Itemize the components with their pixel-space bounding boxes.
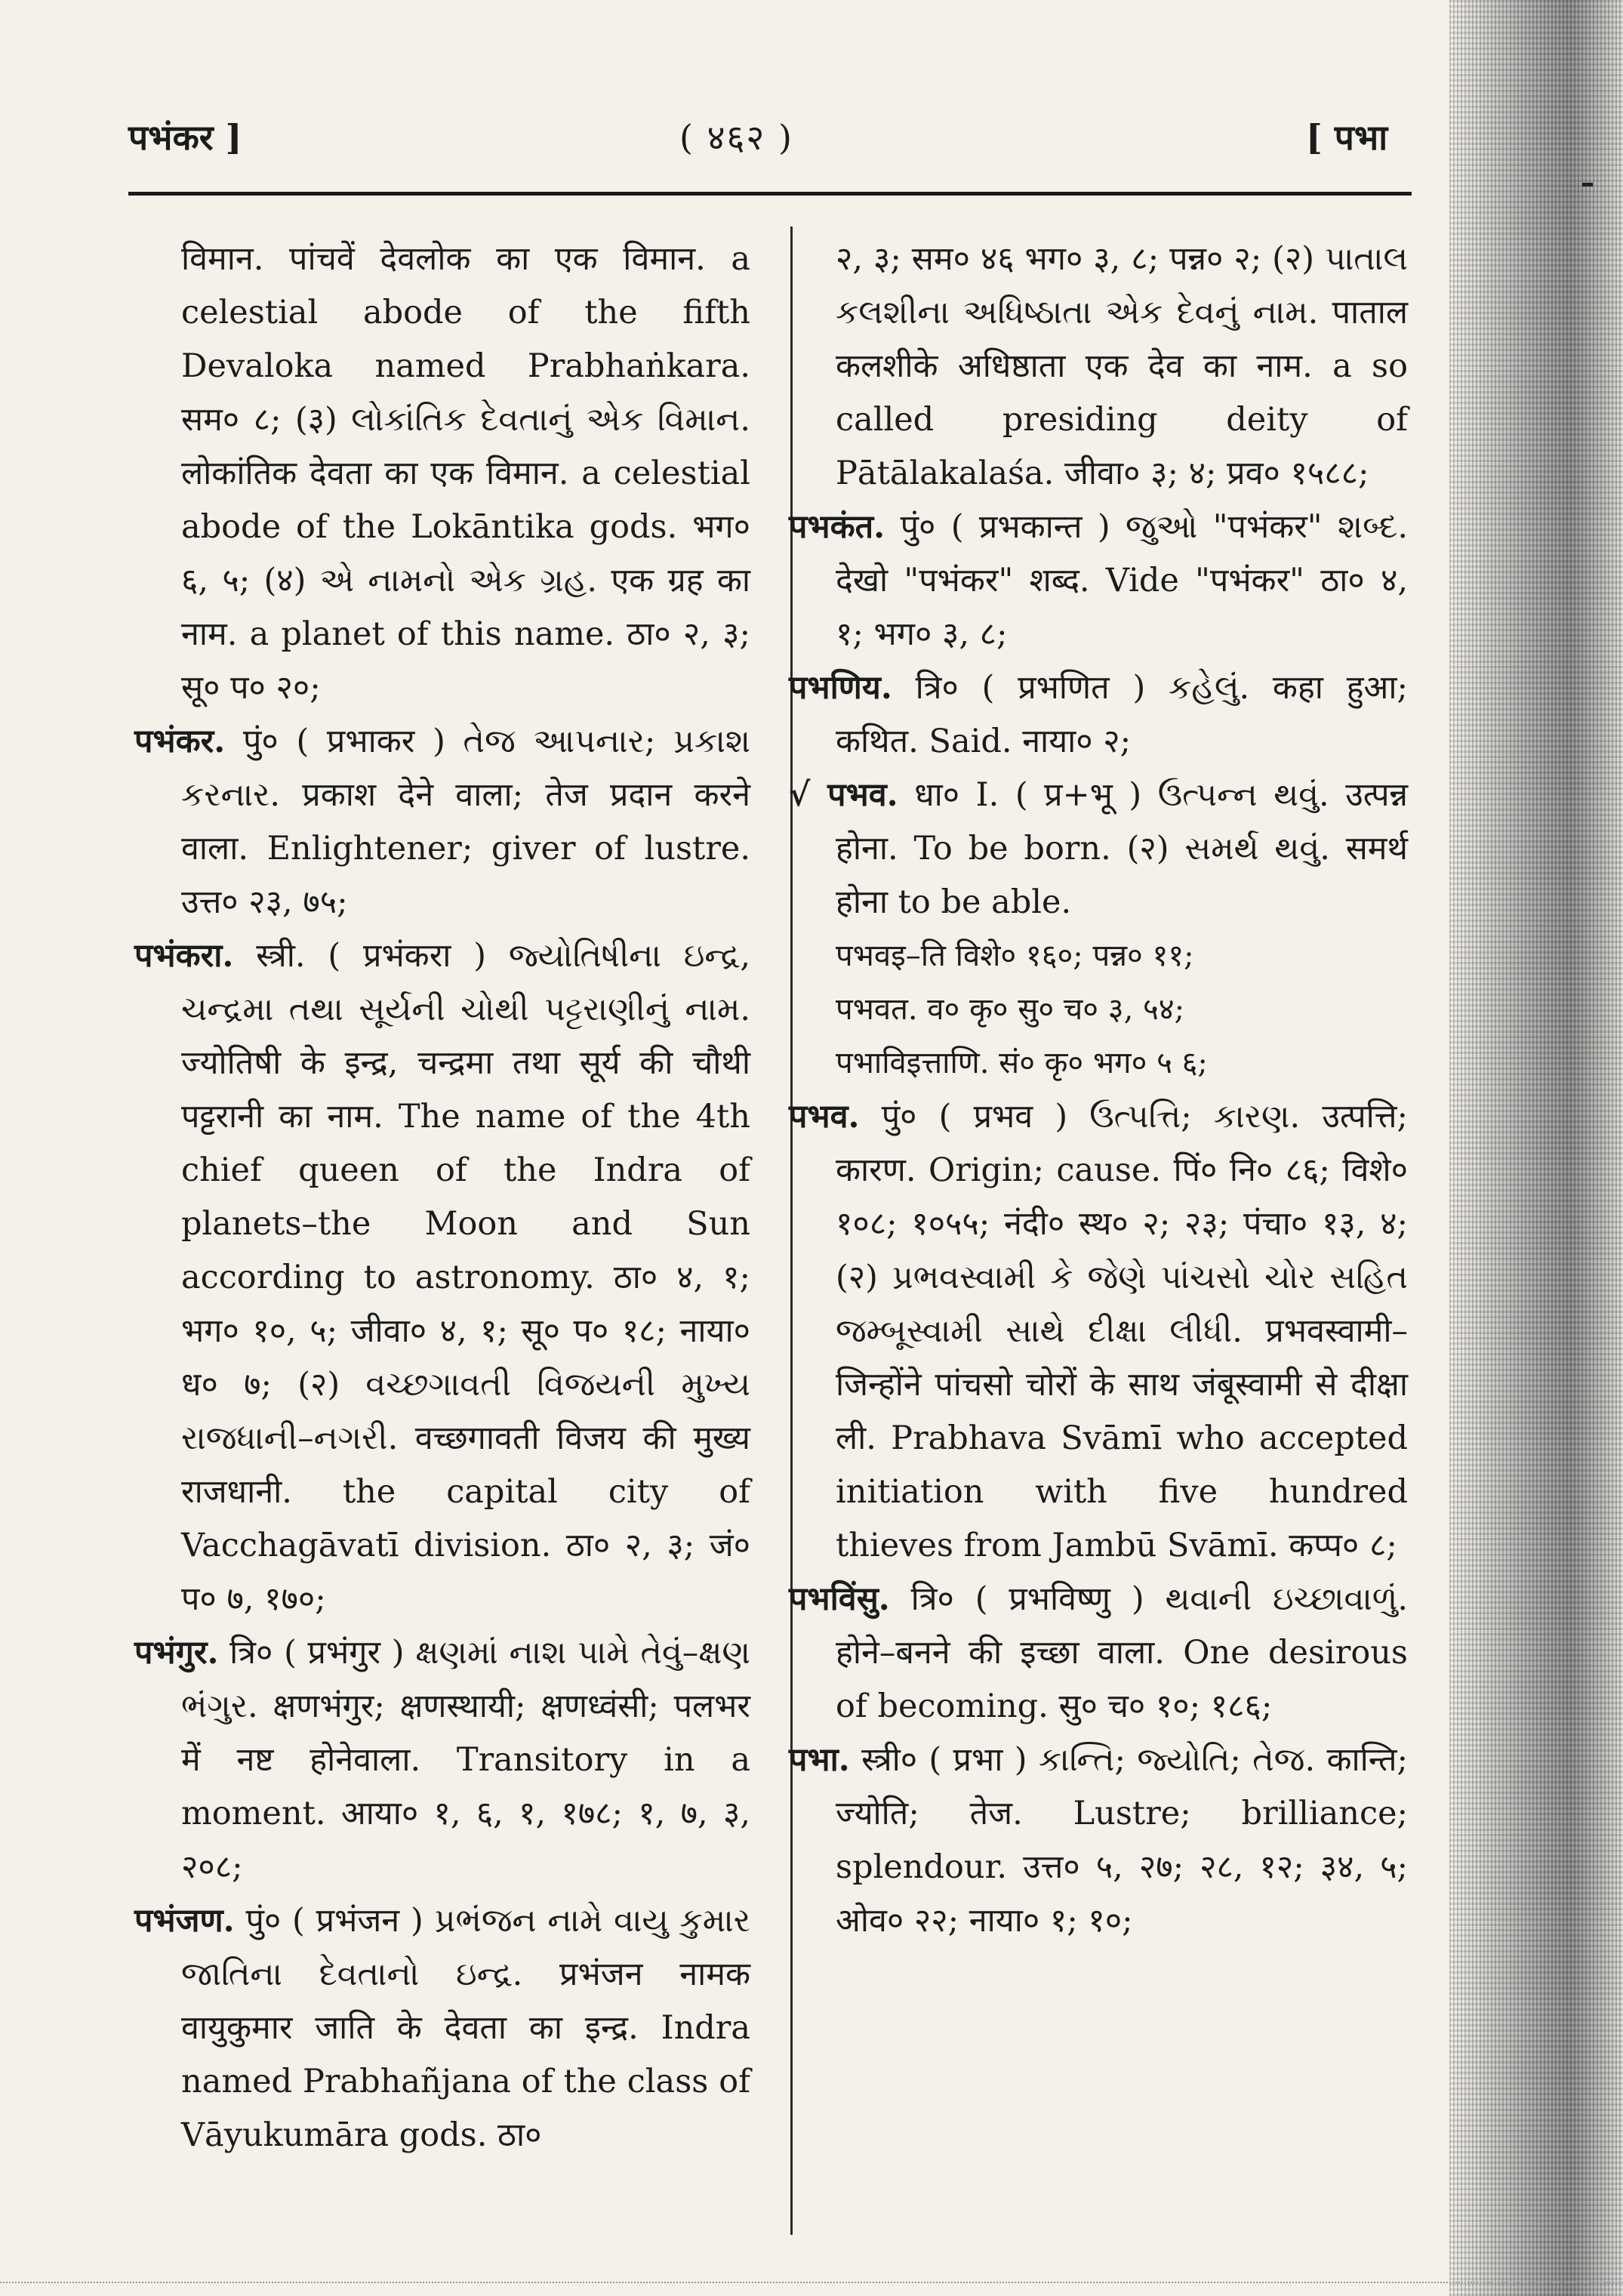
entry-headword: √ पभव. [789, 776, 898, 814]
running-head-right: [ पभा [1306, 117, 1388, 158]
entry-body: स्त्री. ( प्रभंकरा ) જ્યોતિષીના ઇન્દ્ર, ચન્દ્રમા તથા સૂર્યની ચોથી પટ્ટરાણીનું નામ. ज्योतिषी के इन्द्र, चन्द्रमा तथा सूर्य की चौथी पट्टरानी का नाम. The name of the 4th chief queen of the Indra of planets–the Moon and Sun according to astronomy. ठा० ४, १; भग० १०, ५; जीवा० ४, १; सू० प० १८; नाया० ध० ७; (२) વચ્છગાવતી વિજયની મુખ્ય રાજધાની–નગરી. वच्छगावती विजय की मुख्य राजधानी. the capital city of Vacchagāvatī division. ठा० २, ३; जं० प० ७, १७०; [181, 937, 750, 1618]
entry-body: धा० I. ( प्र+भू ) ઉત્પન્ન થવું. उत्पन्न होना. To be born. (२) સમર્થ થવું. समर्थ होना to be able. [836, 776, 1409, 921]
scan-bottom-edge [0, 2282, 1623, 2285]
continuation-text: विमान. पांचवें देवलोक का एक विमान. a celestial abode of the fifth Devaloka named Prabhaṅkara. सम० ८; (३) લોકાંતિક દેવતાનું એક વિમાન. लोकांतिक देवता का एक विमान. a celestial abode of the Lokāntika gods. भग० ६, ५; (४) એ નામનો એક ગ્રહ. एक ग्रह का नाम. a planet of this name. ठा० २, ३; सू० प० २०; [181, 240, 750, 707]
dictionary-entry [789, 1090, 1408, 1573]
dictionary-entry [789, 1734, 1408, 1948]
dictionary-entry [789, 769, 1408, 929]
entry-body: त्रि० ( प्रभणित ) કહેલું. कहा हुआ; कथित. Said. नाया० २; [836, 669, 1408, 760]
dictionary-entry [134, 715, 750, 929]
entry-headword: पभव. [789, 1098, 860, 1136]
left-column [134, 233, 750, 2162]
continuation-text: २, ३; सम० ४६ भग० ३, ८; पन्न० २; (२) પાતાલ કલશીના અધિષ્ઠાતા એક દેવનું નામ. पाताल कलशीके अधिष्ठाता एक देव का नाम. a so called presiding deity of Pātālakalaśa. जीवा० ३; ४; प्रव० १५८८; [836, 240, 1408, 492]
entry-headword: पभा. [789, 1741, 850, 1779]
header-rule [128, 192, 1412, 196]
entry-body: त्रि० ( प्रभंगुर ) ક્ષણમાં નાશ પામે તેવું–ક્ષણ ભંગુર. क्षणभंगुर; क्षणस्थायी; क्षणध्वंसी; पलभर में नष्ट होनेवाला. Transitory in a moment. आया० १, ६, १, १७८; १, ७, ३, २०८; [181, 1634, 750, 1886]
dictionary-entry [134, 1626, 750, 1894]
dictionary-entry [134, 1894, 750, 2162]
dictionary-entry [789, 501, 1408, 661]
entry-headword: पभणिय. [789, 669, 892, 707]
verb-form: पभवइ–ति विशे० १६०; पन्न० ११; [836, 938, 1194, 973]
verb-form: पभाविइत्ताणि. सं० कृ० भग० ५ ६; [836, 1046, 1208, 1080]
entry-body: त्रि० ( प्रभविष्णु ) થવાની ઇચ્છાવાળું. होने–बनने की इच्छा वाला. One desirous of becoming. सु० च० १०; १८६; [836, 1580, 1408, 1725]
entry-body: पुं० ( प्रभाकर ) તેજ આપનાર; પ્રકાશ કરનાર. प्रकाश देने वाला; तेज प्रदान करने वाला. Enlightener; giver of lustre. उत्त० २३, ७५; [181, 723, 751, 921]
entry-headword: पभकंत. [789, 508, 885, 546]
entry-body: पुं० ( प्रभंजन ) પ્રભંજન નામે વાયુ કુમાર જાતિના દેવતાનો ઇન્દ્ર. प्रभंजन नामक वायुकुमार जाति के देवता का इन्द्र. Indra named Prabhañjana of the class of Vāyukumāra gods. ठा० [181, 1902, 750, 2154]
dictionary-entry [789, 1573, 1408, 1734]
entry-headword: पभंकर. [134, 723, 226, 760]
entry-body: पुं० ( प्रभकान्त ) જુઓ "पभंकर" શબ્દ. देखो "पभंकर" शब्द. Vide "पभंकर" ठा० ४, १; भग० ३, ८; [836, 508, 1409, 653]
entry-body: स्त्री० ( प्रभा ) કાન્તિ; જ્યોતિ; તેજ. कान्ति; ज्योति; तेज. Lustre; brilliance; splendour. उत्त० ५, २७; २८, १२; ३४, ५; ओव० २२; नाया० १; १०; [836, 1741, 1409, 1940]
entry-headword: पभंगुर. [134, 1634, 219, 1672]
entry-headword: पभंजण. [134, 1902, 235, 1940]
right-column [789, 233, 1408, 1948]
page-number: ( ४६२ ) [679, 117, 793, 158]
entry-headword: पभंकरा. [134, 937, 234, 975]
verb-form: पभवत. व० कृ० सु० च० ३, ५४; [836, 992, 1185, 1027]
page-edge-scan-shadow [1449, 0, 1623, 2296]
entry-body: पुं० ( प्रभव ) ઉત્પત્તિ; કારણ. उत्पत्ति; कारण. Origin; cause. पिं० नि० ८६; विशे० १०८; १०५५; नंदी० स्थ० २; २३; पंचा० १३, ४; (२) પ્રભવસ્વામી કે જેણે પાંચસો ચોર સહિત જમ્બૂસ્વામી સાથે દીક્ષા લીધી. प्रभवस्वामी–जिन्होंने पांचसो चोरों के साथ जंबूस्वामी से दीक्षा ली. Prabhava Svāmī who accepted initiation with five hundred thieves from Jambū Svāmī. कप्प० ८; [836, 1098, 1408, 1564]
edge-mark [1582, 183, 1593, 186]
dictionary-entry [789, 661, 1408, 769]
running-head-left: पभंकर ] [128, 117, 242, 158]
dictionary-entry [134, 929, 750, 1626]
entry-headword: पभविंसु. [789, 1580, 890, 1618]
